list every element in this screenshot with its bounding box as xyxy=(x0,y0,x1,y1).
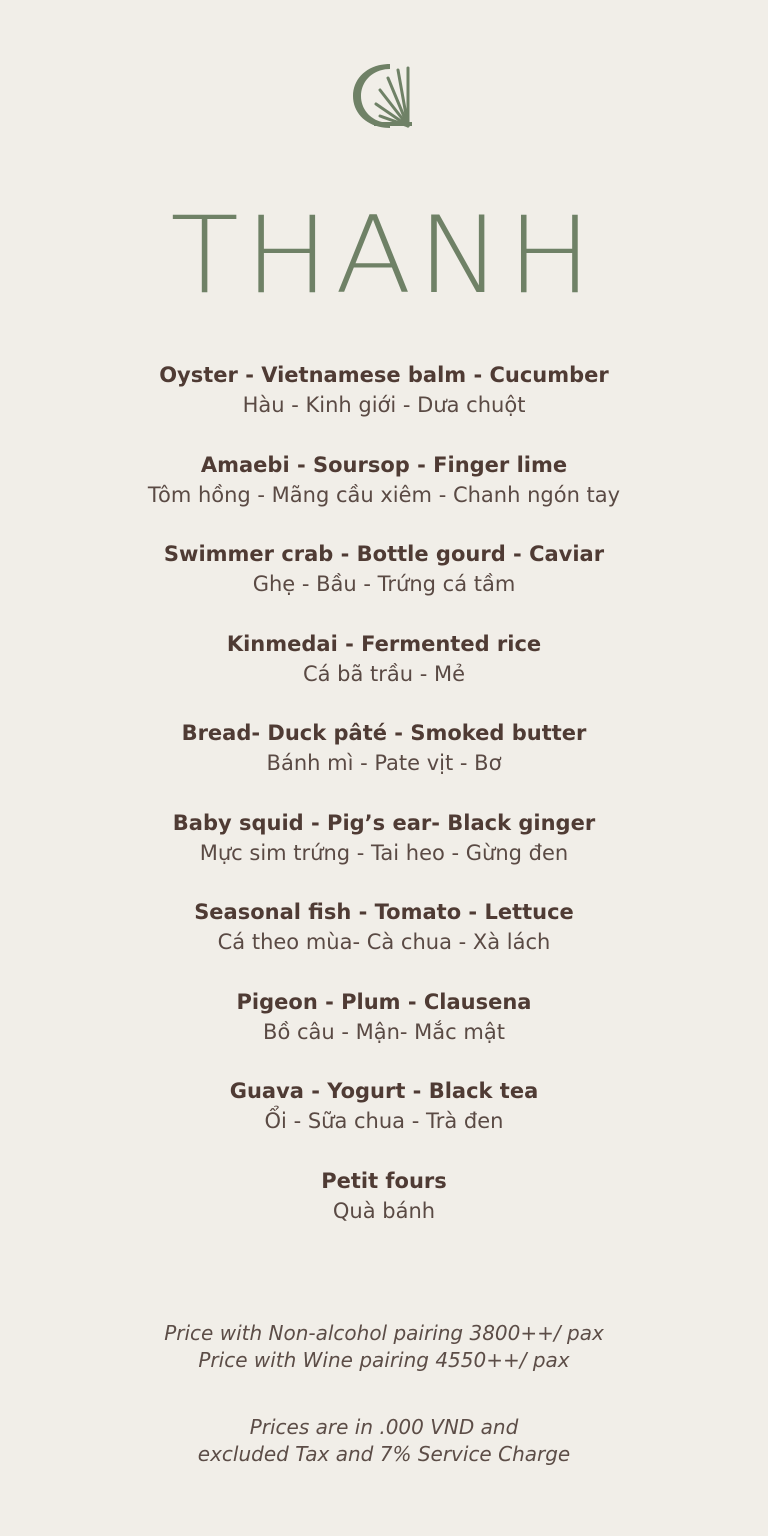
course-name-en: Pigeon - Plum - Clausena xyxy=(236,989,532,1014)
course-item xyxy=(0,1166,768,1256)
tasting-menu xyxy=(0,360,768,1255)
price-note-line2: excluded Tax and 7% Service Charge xyxy=(197,1442,571,1466)
course-name-en: Baby squid - Pig’s ear- Black ginger xyxy=(172,810,596,835)
course-name-vi: Mực sim trứng - Tai heo - Gừng đen xyxy=(199,840,569,865)
course-name-vi: Hàu - Kinh giới - Dưa chuột xyxy=(242,393,526,417)
pricing-info xyxy=(0,1320,768,1374)
course-name-en: Swimmer crab - Bottle gourd - Caviar xyxy=(163,542,605,566)
pricing-non-alcohol: Price with Non-alcohol pairing 3800++/ pax xyxy=(164,1321,604,1345)
course-name-en: Bread- Duck pâté - Smoked butter xyxy=(181,721,587,745)
course-name-vi: Bồ câu - Mận- Mắc mật xyxy=(263,1019,505,1044)
course-name-en: Amaebi - Soursop - Finger lime xyxy=(200,452,568,477)
course-item xyxy=(0,718,768,808)
course-name-en: Kinmedai - Fermented rice xyxy=(226,631,542,656)
course-name-vi: Ổi - Sữa chua - Trà đen xyxy=(264,1109,504,1133)
price-note-line1: Prices are in .000 VND and xyxy=(249,1415,519,1439)
course-name-vi: Ghẹ - Bầu - Trứng cá tầm xyxy=(252,572,516,596)
restaurant-title: THANH xyxy=(170,194,598,318)
course-name-en: Petit fours xyxy=(321,1168,447,1193)
course-item xyxy=(0,539,768,629)
course-name-vi: Tôm hồng - Mãng cầu xiêm - Chanh ngón tay xyxy=(147,482,621,507)
course-name-en: Seasonal fish - Tomato - Lettuce xyxy=(194,900,574,924)
course-name-en: Oyster - Vietnamese balm - Cucumber xyxy=(159,363,609,387)
course-item xyxy=(0,360,768,450)
course-item xyxy=(0,1076,768,1166)
shell-monogram-icon xyxy=(350,60,420,132)
course-name-vi: Cá theo mùa- Cà chua - Xà lách xyxy=(217,930,551,954)
course-item xyxy=(0,897,768,987)
course-name-vi: Bánh mì - Pate vịt - Bơ xyxy=(266,751,502,775)
course-item xyxy=(0,450,768,540)
course-name-vi: Quà bánh xyxy=(332,1198,436,1223)
price-note xyxy=(0,1414,768,1468)
course-name-en: Guava - Yogurt - Black tea xyxy=(229,1079,539,1103)
course-item xyxy=(0,987,768,1077)
pricing-wine: Price with Wine pairing 4550++/ pax xyxy=(198,1348,570,1372)
course-item xyxy=(0,808,768,898)
course-name-vi: Cá bã trầu - Mẻ xyxy=(302,661,466,686)
course-item xyxy=(0,629,768,719)
